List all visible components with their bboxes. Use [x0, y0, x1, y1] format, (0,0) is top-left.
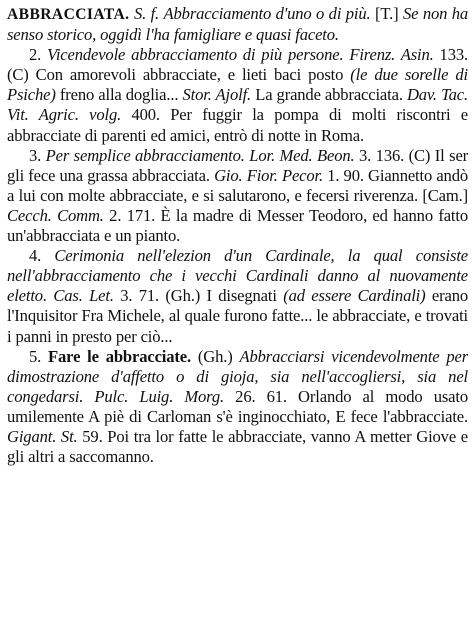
sense-citations [7, 286, 468, 345]
citation-text: 3. 71. [113, 286, 166, 306]
citation-text: I disegnati [200, 286, 284, 306]
citation-source: (ad essere Cardinali) [283, 286, 426, 306]
citation-source: Stor. Ajolf. [182, 85, 252, 105]
sense-number: 2. [29, 45, 42, 65]
citation-text: 59. Poi tra lor fatte le abbracciate, vanno A metter Giove e gli altri a saccomanno. [7, 426, 468, 467]
citation-text [191, 347, 198, 366]
headword: ABBRACCIATA. [7, 6, 130, 23]
citation-text: (Gh.) [197, 346, 233, 366]
citation-source: Abbracciarsi vicendevolmente per dimostrazione d'affetto o di gioja, sia nell'accogliersi, sia nel congedarsi. [7, 346, 469, 406]
citation-text: La grande abbracciata. [251, 85, 407, 105]
citation-source: Cas. Let. [53, 286, 114, 306]
sense-2 [7, 45, 468, 145]
entry-intro [7, 4, 468, 45]
sense-definition: Per semplice abbracciamento. [45, 145, 245, 165]
grammar-label: S. f. [133, 4, 160, 23]
citation-text: Il ser gli fece una grassa abbracciata. [7, 145, 469, 185]
usage-tag: [T.] [375, 4, 399, 23]
sense-5 [7, 347, 468, 468]
citation-text: (C) [7, 65, 29, 85]
citation-text: 3. 136. [354, 145, 409, 165]
citation-source: Lor. Med. Beon. [249, 145, 355, 165]
sense-number: 3. [29, 145, 42, 165]
sense-3 [7, 146, 468, 246]
citation-text: 133. [433, 45, 468, 65]
citation-source: Firenz. Asin. [349, 45, 434, 65]
citation-text [83, 387, 94, 406]
usage-note: Se non ha senso storico, oggidì l'ha famigliare e quasi faceto. [7, 4, 469, 45]
citation-source: Pulc. Luig. Morg. [94, 386, 225, 406]
sense-4 [7, 246, 468, 346]
citation-source: Gigant. St. [7, 426, 78, 446]
sense-definition: Cerimonia nell'elezion d'un Cardinale, la qual consiste nell'abbracciamento che i vecchi Cardinali danno al nuovamente eletto. [7, 246, 468, 306]
citation-source: Cecch. Comm. [7, 205, 104, 225]
citation-text: 2. 171. È la madre di Messer Teodoro, ed hanno fatto un'abbracciata e un pianto. [7, 205, 468, 246]
citation-text: (Gh.) [165, 286, 201, 306]
sense-number: 5. [29, 346, 42, 366]
citation-text: 400. Per fuggir la pompa di molti riscontri e abbracciate di parenti ed amici, entrò di notte in Roma. [7, 105, 468, 145]
citation-source: (le due sorelle di Psiche) [7, 65, 468, 105]
citation-text: freno alla doglia... [55, 85, 183, 105]
sense-phrase: Fare le abbracciate. [48, 346, 191, 366]
citation-source: Dav. Tac. Vit. Agric. volg. [7, 85, 468, 125]
citation-text: [Cam.] [422, 185, 468, 205]
citation-text: 26. 61. Orlando al modo usato umilemente A piè di Carloman s'è inginocchiato, E fece l'abbracciate. [7, 386, 468, 426]
sense-number: 4. [29, 246, 42, 266]
main-definition: Abbracciamento d'uno o di più. [163, 4, 371, 23]
citation-text: 1. 90. Giannetto andò a lui con molte abbracciate, e si salutarono, e fecersi riverenza. [7, 165, 468, 205]
citation-text: (C) [408, 145, 431, 165]
citation-source: Gio. Fior. Pecor. [214, 165, 323, 185]
sense-definition: Vicendevole abbracciamento di più persone. [47, 45, 344, 65]
citation-text: Con amorevoli abbracciate, e lieti baci posto [28, 65, 351, 85]
citation-text: erano l'Inquisitor Fra Michele, al quale furono fatte... le abbracciate, e trovati i panni in presto per ciò... [7, 286, 469, 346]
